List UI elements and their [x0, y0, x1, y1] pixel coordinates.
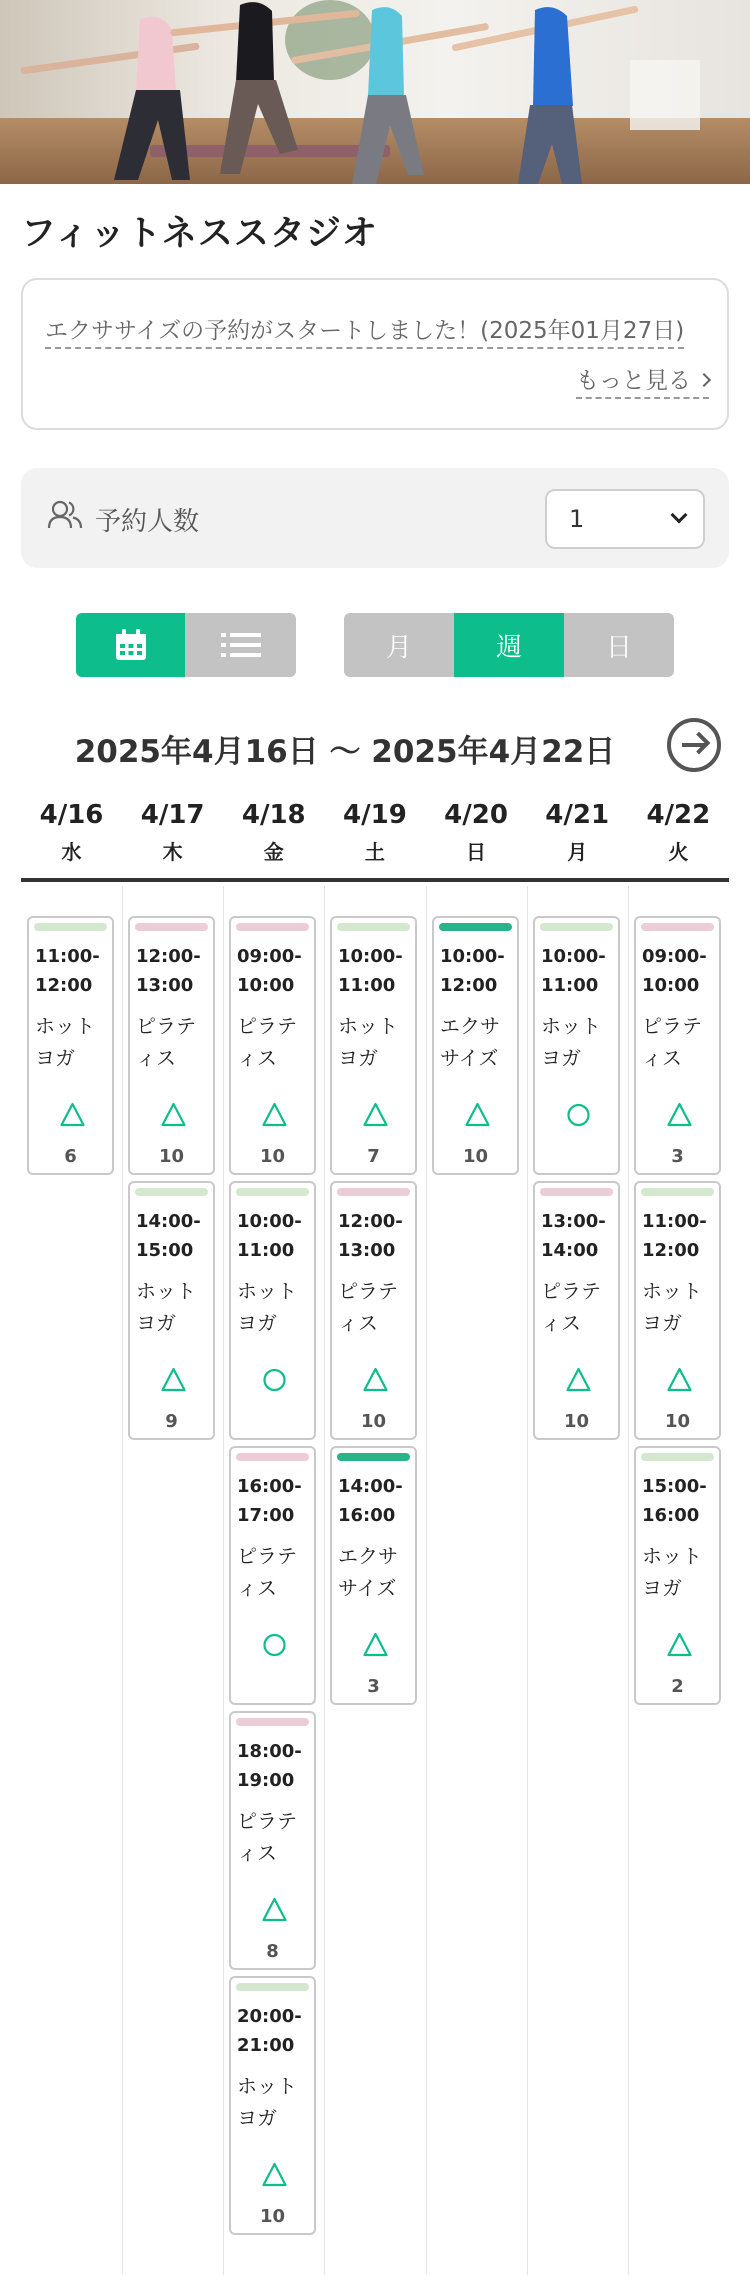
class-name: ホット ヨガ [642, 1279, 702, 1335]
limited-triangle-icon [332, 1365, 415, 1395]
calendar-icon [113, 627, 149, 663]
class-time: 10:00- 11:00 [338, 946, 403, 996]
class-card[interactable] [634, 1446, 721, 1705]
class-time: 20:00- 21:00 [237, 2006, 302, 2056]
period-month-button[interactable]: 月 [344, 613, 454, 677]
class-time: 12:00- 13:00 [338, 1211, 403, 1261]
chevron-down-icon [671, 507, 688, 524]
class-card[interactable] [330, 1446, 417, 1705]
remaining-count: 3 [367, 1676, 380, 1697]
class-time: 10:00- 11:00 [237, 1211, 302, 1261]
available-circle-icon [231, 1630, 314, 1660]
day-header [527, 800, 628, 865]
class-time: 11:00- 12:00 [642, 1211, 707, 1261]
column-divider [122, 886, 123, 2275]
category-bar [34, 923, 107, 931]
class-name: ホット ヨガ [642, 1544, 702, 1600]
day-date: 4/21 [545, 800, 610, 830]
remaining-count: 10 [259, 2206, 286, 2227]
class-card[interactable] [634, 916, 721, 1175]
hero-image [0, 0, 750, 184]
available-circle-icon [535, 1100, 618, 1130]
date-range-row [0, 722, 750, 772]
column-divider [628, 886, 629, 2275]
day-date: 4/22 [646, 800, 711, 830]
day-header [426, 800, 527, 865]
class-name: ピラテ ィス [136, 1014, 196, 1070]
limited-triangle-icon [636, 1630, 719, 1660]
category-bar [540, 923, 613, 931]
remaining-count: 8 [266, 1941, 279, 1962]
class-name: エクサ サイズ [338, 1544, 398, 1600]
class-time: 14:00- 16:00 [338, 1476, 403, 1526]
class-time: 14:00- 15:00 [136, 1211, 201, 1261]
category-bar [135, 1188, 208, 1196]
chevron-right-icon [697, 373, 711, 387]
day-header [223, 800, 324, 865]
notice-link[interactable]: エクササイズの予約がスタートしました！(2025年01月27日) [45, 312, 684, 349]
limited-triangle-icon [231, 2160, 314, 2190]
date-range-text: 2025年4月16日 〜 2025年4月22日 [74, 734, 616, 770]
class-time: 10:00- 12:00 [440, 946, 505, 996]
list-icon [221, 631, 261, 659]
day-date: 4/17 [140, 800, 205, 830]
limited-triangle-icon [231, 1895, 314, 1925]
column-divider [223, 886, 224, 2275]
yoga-people-illustration [0, 0, 750, 184]
day-weekday: 水 [61, 840, 82, 864]
remaining-count: 10 [563, 1411, 590, 1432]
class-card[interactable] [533, 916, 620, 1175]
days-header [21, 800, 729, 882]
class-card[interactable] [229, 1976, 316, 2235]
remaining-count: 2 [671, 1676, 684, 1697]
day-header [122, 800, 223, 865]
limited-triangle-icon [29, 1100, 112, 1130]
class-card[interactable] [229, 1711, 316, 1970]
category-bar [236, 1718, 309, 1726]
limited-triangle-icon [636, 1100, 719, 1130]
class-card[interactable] [634, 1181, 721, 1440]
people-icon [47, 498, 83, 534]
schedule-grid [21, 886, 729, 2275]
class-card[interactable] [229, 916, 316, 1175]
class-name: ホット ヨガ [338, 1014, 398, 1070]
more-link-label: もっと見る [576, 368, 691, 394]
class-card[interactable] [330, 916, 417, 1175]
day-date: 4/20 [444, 800, 508, 830]
day-weekday: 木 [162, 840, 183, 864]
category-bar [236, 923, 309, 931]
day-date: 4/16 [39, 800, 104, 830]
class-name: ピラテ ィス [237, 1014, 297, 1070]
class-card[interactable] [432, 916, 519, 1175]
category-bar [641, 1453, 714, 1461]
day-header [324, 800, 425, 865]
class-name: ホット ヨガ [237, 1279, 297, 1335]
class-time: 18:00- 19:00 [237, 1741, 302, 1791]
limited-triangle-icon [434, 1100, 517, 1130]
people-count-label: 予約人数 [95, 507, 200, 537]
class-card[interactable] [330, 1181, 417, 1440]
limited-triangle-icon [130, 1100, 213, 1130]
class-card[interactable] [533, 1181, 620, 1440]
period-day-button[interactable]: 日 [564, 613, 674, 677]
class-card[interactable] [229, 1181, 316, 1440]
limited-triangle-icon [231, 1100, 314, 1130]
day-weekday: 金 [263, 840, 284, 864]
period-week-button[interactable]: 週 [454, 613, 564, 677]
class-time: 11:00- 12:00 [35, 946, 100, 996]
class-name: ピラテ ィス [237, 1809, 297, 1865]
class-time: 13:00- 14:00 [541, 1211, 606, 1261]
category-bar [439, 923, 512, 931]
people-count-value: 1 [569, 505, 585, 533]
category-bar [236, 1188, 309, 1196]
more-link[interactable] [576, 362, 709, 399]
limited-triangle-icon [130, 1365, 213, 1395]
category-bar [236, 1453, 309, 1461]
class-time: 09:00- 10:00 [237, 946, 302, 996]
period-toggle [344, 613, 674, 677]
class-card[interactable] [27, 916, 114, 1175]
class-time: 12:00- 13:00 [136, 946, 201, 996]
category-bar [236, 1983, 309, 1991]
day-weekday: 土 [364, 840, 385, 864]
limited-triangle-icon [636, 1365, 719, 1395]
remaining-count: 9 [165, 1411, 178, 1432]
next-week-button[interactable] [667, 718, 721, 772]
class-name: ホット ヨガ [541, 1014, 601, 1070]
category-bar [337, 1188, 410, 1196]
limited-triangle-icon [535, 1365, 618, 1395]
class-card[interactable] [229, 1446, 316, 1705]
limited-triangle-icon [332, 1630, 415, 1660]
day-date: 4/19 [343, 800, 407, 830]
category-bar [641, 1188, 714, 1196]
notice-box [21, 278, 729, 430]
class-card[interactable] [128, 1181, 215, 1440]
page-title: フィットネススタジオ [21, 214, 378, 254]
list-view-button[interactable] [185, 613, 296, 677]
remaining-count: 10 [259, 1146, 286, 1167]
category-bar [135, 923, 208, 931]
class-time: 10:00- 11:00 [541, 946, 606, 996]
class-name: エクサ サイズ [440, 1014, 500, 1070]
class-name: ピラテ ィス [237, 1544, 297, 1600]
view-toggle [76, 613, 296, 677]
remaining-count: 7 [367, 1146, 380, 1167]
category-bar [641, 923, 714, 931]
remaining-count: 10 [158, 1146, 185, 1167]
class-name: ピラテ ィス [338, 1279, 398, 1335]
category-bar [540, 1188, 613, 1196]
class-time: 16:00- 17:00 [237, 1476, 302, 1526]
remaining-count: 10 [664, 1411, 691, 1432]
calendar-view-button[interactable] [76, 613, 185, 677]
category-bar [337, 1453, 410, 1461]
class-name: ホット ヨガ [35, 1014, 95, 1070]
limited-triangle-icon [332, 1100, 415, 1130]
day-weekday: 日 [466, 840, 487, 864]
column-divider [527, 886, 528, 2275]
people-count-box [21, 468, 729, 568]
class-name: ホット ヨガ [237, 2074, 297, 2130]
remaining-count: 6 [64, 1146, 77, 1167]
class-card[interactable] [128, 916, 215, 1175]
class-name: ホット ヨガ [136, 1279, 196, 1335]
day-weekday: 火 [668, 840, 689, 864]
day-date: 4/18 [241, 800, 306, 830]
class-time: 15:00- 16:00 [642, 1476, 707, 1526]
day-header [21, 800, 122, 865]
class-time: 09:00- 10:00 [642, 946, 707, 996]
remaining-count: 10 [360, 1411, 387, 1432]
column-divider [426, 886, 427, 2275]
remaining-count: 3 [671, 1146, 684, 1167]
category-bar [337, 923, 410, 931]
available-circle-icon [231, 1365, 314, 1395]
class-name: ピラテ ィス [541, 1279, 601, 1335]
day-weekday: 月 [567, 840, 588, 864]
class-name: ピラテ ィス [642, 1014, 702, 1070]
day-header [628, 800, 729, 865]
people-count-select[interactable] [545, 489, 705, 549]
column-divider [324, 886, 325, 2275]
remaining-count: 10 [462, 1146, 489, 1167]
